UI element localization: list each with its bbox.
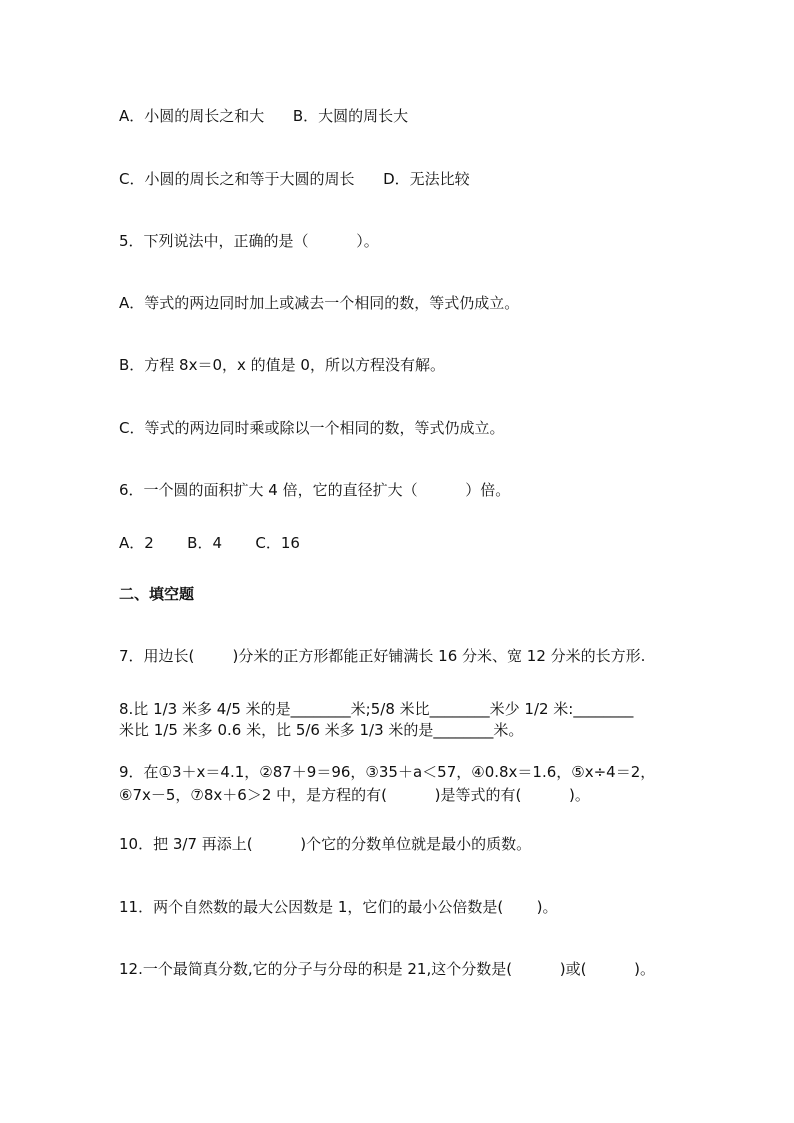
section-heading: 二、填空题 xyxy=(119,585,195,603)
q9-line2: ⑥7x－5，⑦8x＋6＞2 中，是方程的有( )是等式的有( )。 xyxy=(119,786,590,804)
q5-option-b: B．方程 8x＝0，x 的值是 0，所以方程没有解。 xyxy=(119,356,445,374)
q4-options-cd: C．小圆的周长之和等于大圆的周长 D．无法比较 xyxy=(119,170,470,188)
q5-option-c: C．等式的两边同时乘或除以一个相同的数，等式仍成立。 xyxy=(119,419,505,437)
q12: 12.一个最简真分数,它的分子与分母的积是 21,这个分数是( )或( )。 xyxy=(119,960,656,978)
q4-options-ab: A．小圆的周长之和大 B．大圆的周长大 xyxy=(119,107,409,125)
q8-line1: 8.比 1/3 米多 4/5 米的是________米;5/8 米比________米少 1/2 米:________ xyxy=(119,700,634,718)
q7: 7．用边长( )分米的正方形都能正好铺满长 16 分米、宽 12 分米的长方形. xyxy=(119,647,646,665)
q5-option-a: A．等式的两边同时加上或减去一个相同的数，等式仍成立。 xyxy=(119,294,520,312)
q10: 10．把 3/7 再添上( )个它的分数单位就是最小的质数。 xyxy=(119,835,532,853)
q11: 11．两个自然数的最大公因数是 1，它们的最小公倍数是( )。 xyxy=(119,898,558,916)
q6-stem: 6．一个圆的面积扩大 4 倍，它的直径扩大（ ）倍。 xyxy=(119,481,511,499)
q6-options: A．2 B．4 C．16 xyxy=(119,534,300,552)
q5-stem: 5．下列说法中，正确的是（ ）。 xyxy=(119,232,379,250)
q9-line1: 9．在①3＋x＝4.1，②87＋9＝96，③35＋a＜57，④0.8x＝1.6，⑤x÷4＝2， xyxy=(119,763,656,781)
q8-line2: 米比 1/5 米多 0.6 米，比 5/6 米多 1/3 米的是________米。 xyxy=(119,721,524,739)
